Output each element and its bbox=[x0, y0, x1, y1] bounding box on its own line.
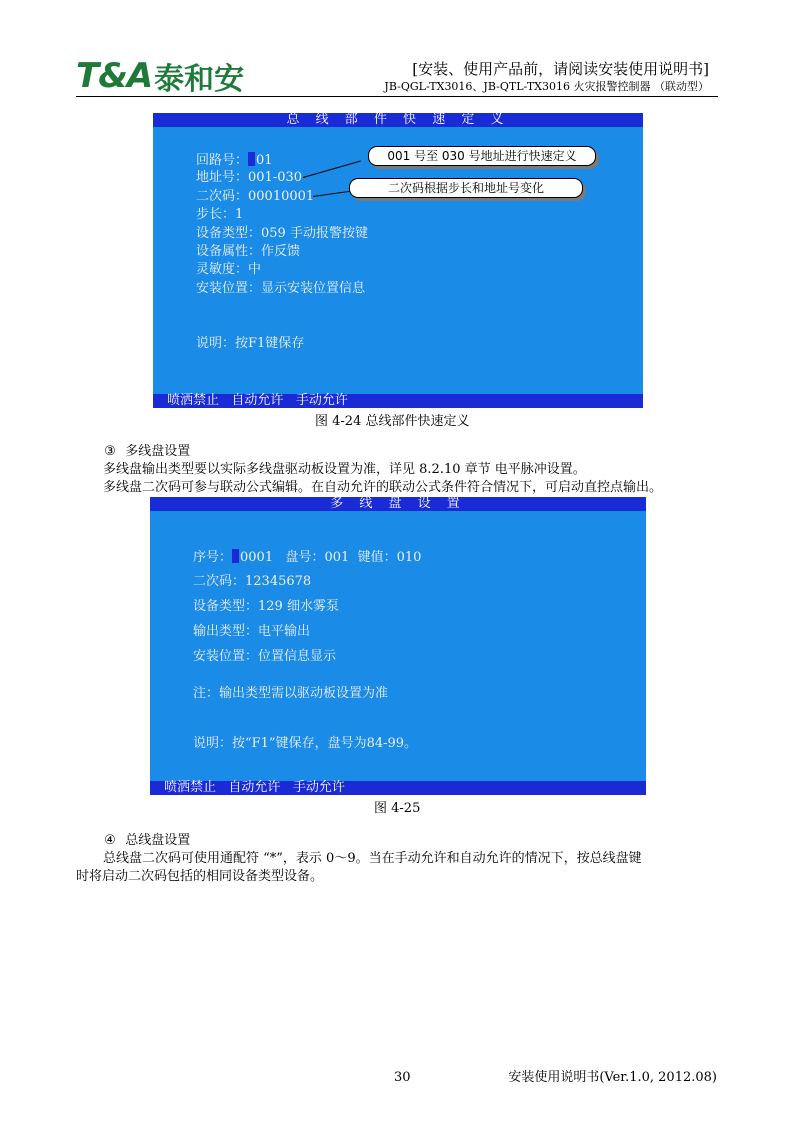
sensitivity: 灵敏度：中 bbox=[196, 262, 262, 277]
status-manual-allowed: 手动允许 bbox=[292, 780, 345, 795]
step-size: 步长：1 bbox=[196, 207, 244, 222]
install-location: 安装位置：位置信息显示 bbox=[193, 649, 337, 664]
company-logo bbox=[76, 56, 244, 96]
bus-device-quick-define-screen bbox=[153, 113, 643, 408]
device-type: 设备类型：129 细水雾泵 bbox=[193, 599, 339, 614]
status-manual-allowed: 手动允许 bbox=[295, 393, 348, 408]
status-spray-disabled: 喷洒禁止 bbox=[164, 780, 217, 795]
disk-number: 盘号：001 bbox=[285, 550, 350, 565]
section3-paragraph-2: 多线盘二次码可参与联动公式编辑。在自动允许的联动公式条件符合情况下，可启动直控点输出。 bbox=[103, 480, 663, 495]
instruction-note: 说明：按“F1”键保存，盘号为84-99。 bbox=[193, 736, 418, 751]
logo-mark: T&A bbox=[76, 56, 153, 96]
section-heading-bus-panel: ④ 总线盘设置 bbox=[104, 833, 191, 848]
device-attribute: 设备属性：作反馈 bbox=[196, 244, 301, 259]
output-type: 输出类型：电平输出 bbox=[193, 624, 311, 639]
header-model: JB-QGL-TX3016、JB-QTL-TX3016 火灾报警控制器 （联动型） bbox=[384, 80, 709, 93]
secondary-code: 二次码：00010001 bbox=[196, 189, 315, 204]
key-value: 键值：010 bbox=[357, 550, 422, 565]
status-auto-allowed: 自动允许 bbox=[231, 393, 284, 408]
header-rule bbox=[76, 96, 718, 97]
address-range: 地址号：001-030 bbox=[196, 170, 303, 185]
callout-leader-2 bbox=[313, 190, 353, 197]
status-bar bbox=[150, 781, 646, 795]
section3-paragraph-1: 多线盘输出类型要以实际多线盘驱动板设置为准，详见 8.2.10 章节 电平脉冲设置。 bbox=[103, 462, 586, 477]
sequence-row: 序号： 0001 盘号：001 键值：010 bbox=[193, 550, 422, 565]
section4-paragraph-2: 时将启动二次码包括的相同设备类型设备。 bbox=[76, 869, 324, 884]
install-location: 安装位置：显示安装位置信息 bbox=[196, 281, 366, 296]
device-type: 设备类型：059 手动报警按键 bbox=[196, 226, 368, 241]
instruction-note: 说明：按F1键保存 bbox=[196, 336, 305, 351]
status-auto-allowed: 自动允许 bbox=[228, 780, 281, 795]
screen-title: 总 线 部 件 快 速 定 义 bbox=[153, 113, 643, 127]
remark-note: 注：输出类型需以驱动板设置为准 bbox=[193, 686, 389, 701]
loop-number: 回路号： 01 bbox=[196, 153, 273, 168]
figure-caption-4-25: 图 4-25 bbox=[374, 801, 421, 816]
figure-caption-4-24: 图 4-24 总线部件快速定义 bbox=[315, 414, 470, 429]
status-spray-disabled: 喷洒禁止 bbox=[167, 393, 220, 408]
callout-quick-define: 001 号至 030 号地址进行快速定义 bbox=[368, 146, 596, 166]
logo-text: 泰和安 bbox=[154, 62, 245, 97]
secondary-code: 二次码：12345678 bbox=[193, 574, 312, 589]
header-note: [安装、使用产品前，请阅读安装使用说明书] bbox=[412, 60, 709, 78]
callout-leader-1 bbox=[303, 160, 361, 177]
page-number: 30 bbox=[394, 1070, 411, 1085]
cursor-icon bbox=[232, 549, 239, 563]
cursor-icon bbox=[248, 152, 255, 166]
status-bar bbox=[153, 394, 643, 408]
section4-paragraph-1: 总线盘二次码可使用通配符 “*”，表示 0～9。当在手动允许和自动允许的情况下，按总线盘键 bbox=[103, 851, 642, 866]
multiline-panel-screen bbox=[150, 497, 646, 795]
doc-version: 安装使用说明书(Ver.1.0, 2012.08) bbox=[508, 1070, 717, 1085]
screen-title: 多 线 盘 设 置 bbox=[150, 497, 646, 511]
section-heading-multiline-panel: ③ 多线盘设置 bbox=[104, 444, 191, 459]
callout-code-change: 二次码根据步长和地址号变化 bbox=[349, 178, 583, 198]
